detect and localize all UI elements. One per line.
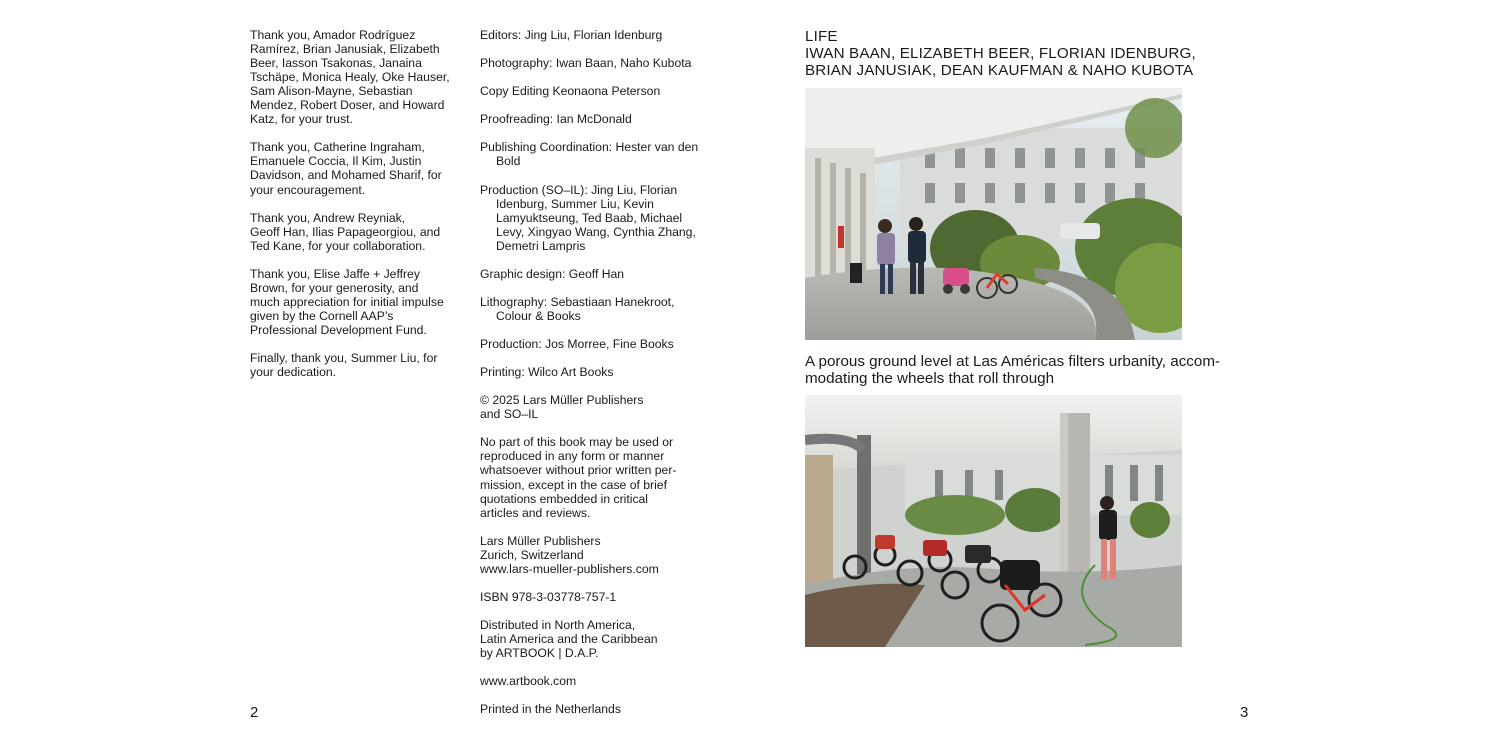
page-number-left: 2 (250, 704, 259, 721)
credit-line: Editors: Jing Liu, Florian Idenburg (480, 28, 663, 42)
copyright-notice: © 2025 Lars Müller Publishers and SO–IL (480, 393, 644, 422)
acknowledgement-paragraph: Finally, thank you, Summer Liu, for your dedication. (250, 351, 438, 380)
photo-caption: A porous ground level at Las Américas filters urbanity, accom- modating the wheels that roll through (805, 353, 1221, 387)
rights-notice: No part of this book may be used or reproduced in any form or manner whatsoever without prior written per- mission, except in the case of brief quotations embedded in critical articles and reviews. (480, 435, 677, 520)
publisher-info: Lars Müller Publishers Zurich, Switzerland www.lars-mueller-publishers.com (480, 533, 659, 576)
credit-line: Lithography: Sebastiaan Hanekroot, Colour & Books (480, 294, 675, 323)
acknowledgement-paragraph: Thank you, Amador Rodríguez Ramírez, Brian Janusiak, Elizabeth Beer, Iasson Tsakonas, Janaina Tschäpe, Monica Healy, Oke Hauser, Sam Alison-Mayne, Sebastian Mendez, Robert Doser, and Howard Katz, for your trust. (250, 28, 450, 127)
credit-line: Graphic design: Geoff Han (480, 266, 625, 281)
printed-in: Printed in the Netherlands (480, 702, 621, 717)
photo-credits-heading: IWAN BAAN, ELIZABETH BEER, FLORIAN IDENBURG, BRIAN JANUSIAK, DEAN KAUFMAN & NAHO KUBOTA (805, 45, 1196, 79)
artbook-url: www.artbook.com (480, 674, 577, 689)
acknowledgements-column (250, 28, 466, 393)
credit-line: Photography: Iwan Baan, Naho Kubota (480, 56, 692, 71)
acknowledgement-paragraph: Thank you, Elise Jaffe + Jeffrey Brown, for your generosity, and much appreciation for initial impulse given by the Cornell AAP’s Professional Development Fund. (250, 266, 444, 337)
credit-line: Publishing Coordination: Hester van den Bold (480, 140, 699, 169)
credit-line: Production (SO–IL): Jing Liu, Florian Idenburg, Summer Liu, Kevin Lamyuktseung, Ted Baab, Michael Levy, Xingyao Wang, Cynthia Zhang, Demetri Lampris (480, 182, 696, 253)
distribution-info: Distributed in North America, Latin America and the Caribbean by ARTBOOK | D.A.P. (480, 617, 658, 661)
credit-line: Printing: Wilco Art Books (480, 365, 614, 380)
section-title: LIFE (805, 28, 838, 45)
photo-essay (805, 28, 1255, 647)
page-number-right: 3 (1240, 704, 1249, 721)
colophon-column (480, 28, 706, 730)
credit-line: Production: Jos Morree, Fine Books (480, 337, 674, 352)
acknowledgement-paragraph: Thank you, Catherine Ingraham, Emanuele Coccia, Il Kim, Justin Davidson, and Mohamed Sharif, for your encouragement. (250, 140, 442, 197)
courtyard-photo (805, 88, 1182, 340)
credits-list (480, 28, 706, 379)
acknowledgement-paragraph: Thank you, Andrew Reyniak, Geoff Han, Ilias Papageorgiou, and Ted Kane, for your collaboration. (250, 210, 441, 253)
credit-line: Copy Editing Keonaona Peterson (480, 84, 661, 99)
isbn: ISBN 978-3-03778-757-1 (480, 589, 617, 604)
bike-parking-photo (805, 395, 1182, 647)
credit-line: Proofreading: Ian McDonald (480, 112, 632, 127)
